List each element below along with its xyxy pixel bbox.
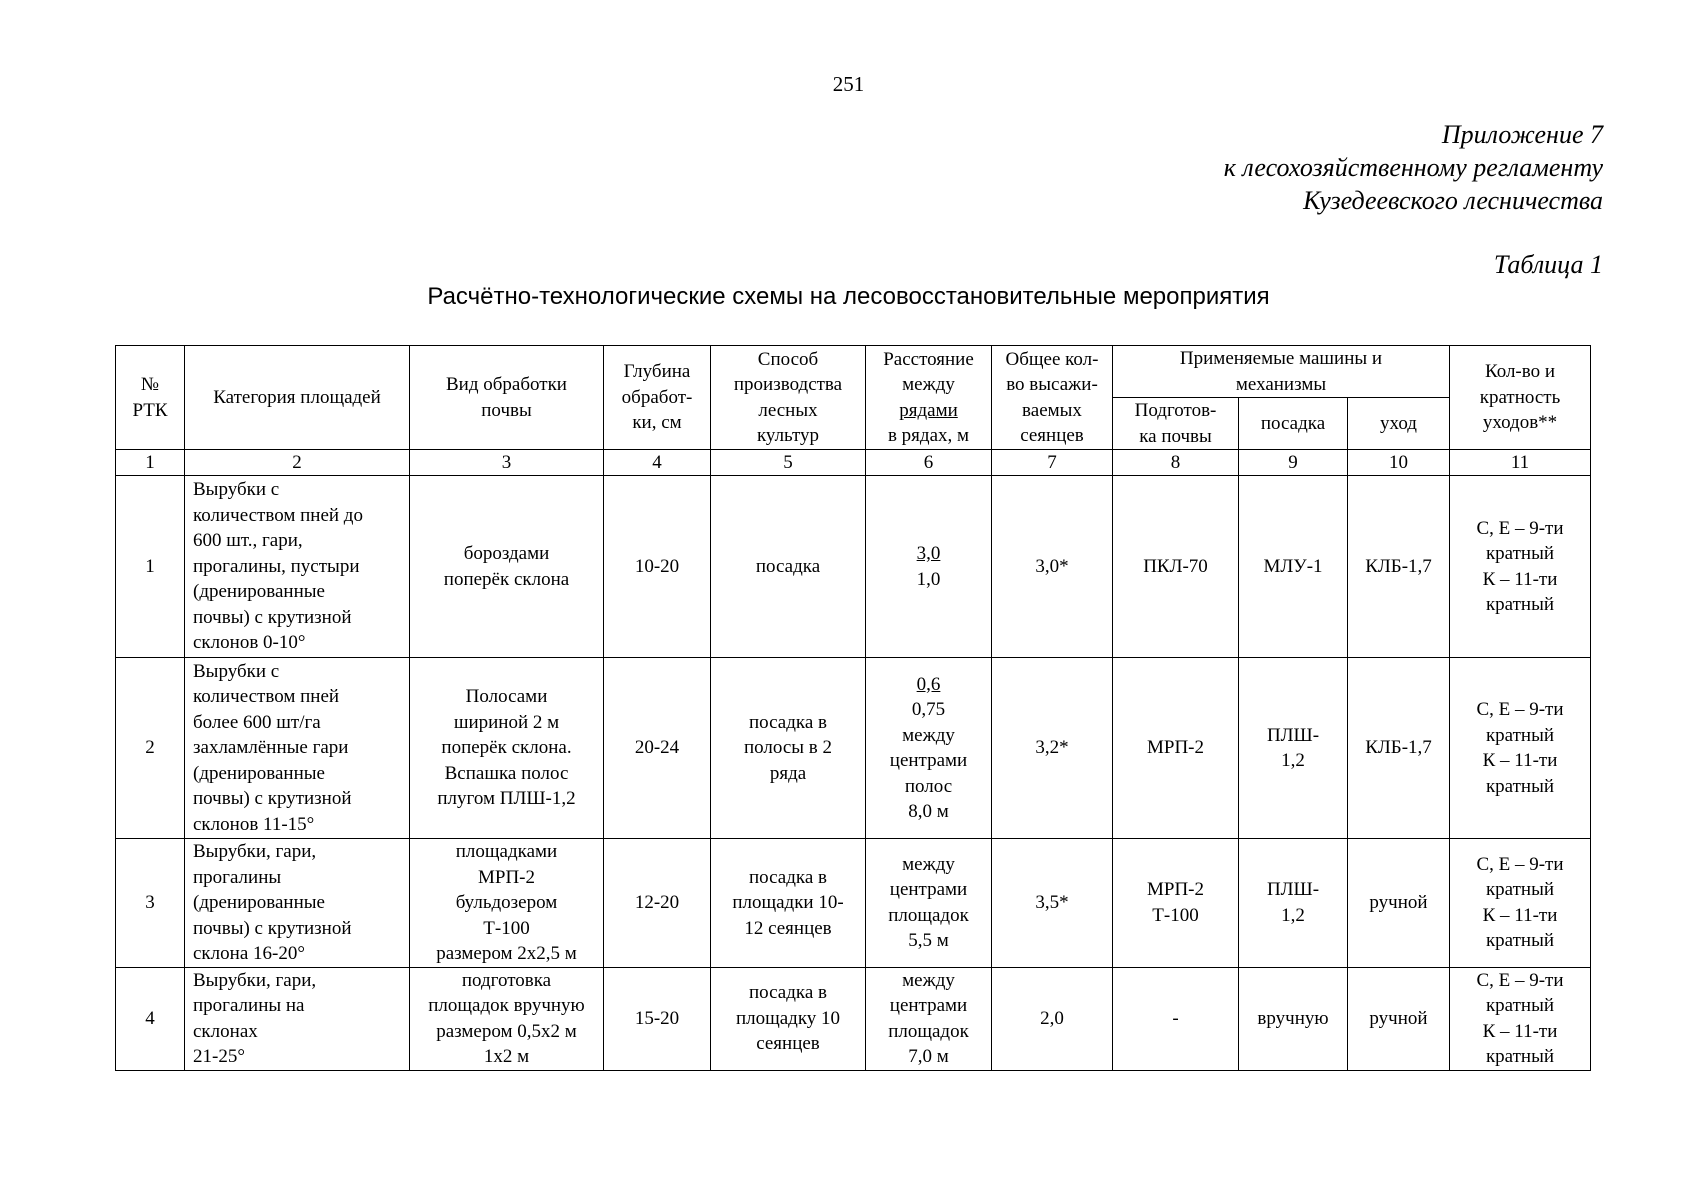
header-spacing-tail: в рядах, м [887, 425, 970, 446]
text-line: 1,2 [1281, 750, 1305, 771]
text-line: Т-100 [1152, 904, 1199, 926]
text-line: Вырубки, гари, [193, 841, 317, 862]
text-line: обработ- [621, 386, 693, 408]
appendix-line: Приложение 7 [1441, 120, 1603, 149]
text-line: Вид обработки [446, 374, 567, 395]
rtk-number-cell: 1 [116, 476, 185, 658]
care-machine-cell: КЛБ-1,7 [1348, 658, 1450, 839]
text-line: центрами [889, 750, 968, 771]
appendix-line: Кузедеевского лесничества [1303, 186, 1603, 215]
care-machine-cell: КЛБ-1,7 [1348, 476, 1450, 658]
text-line: ПКЛ-70 [1143, 555, 1208, 577]
text-line: 7,0 м [908, 1046, 949, 1067]
spacing-rows-value: 0,6 [916, 673, 941, 695]
text-line: прогалины на [193, 995, 305, 1016]
header-planting: посадка [1239, 398, 1348, 450]
text-line: культур [756, 425, 820, 446]
column-number: 11 [1450, 450, 1591, 476]
depth-cell: 10-20 [604, 476, 711, 658]
text-line: более 600 шт/га [193, 711, 321, 733]
column-number: 10 [1348, 450, 1450, 476]
text-line: механизмы [1235, 373, 1327, 395]
text-line: прогалины, пустыри [193, 555, 360, 577]
document-title: Расчётно-технологические схемы на лесовосстановительные мероприятия [427, 283, 1270, 310]
text-line: центрами [889, 995, 968, 1016]
planting-machine-cell [1239, 967, 1348, 1070]
text-line: склона 16-20° [193, 943, 305, 964]
text-line: почвы [481, 399, 532, 421]
text-line: Подготов- [1134, 400, 1217, 421]
header-treatment [410, 346, 604, 450]
spacing-cell [866, 476, 992, 658]
column-number: 3 [410, 450, 604, 476]
rtk-number-cell: 3 [116, 839, 185, 968]
text-line: № [140, 374, 160, 395]
rtk-number-cell: 4 [116, 967, 185, 1070]
header-care: уход [1348, 398, 1450, 450]
text-line: кратный [1485, 995, 1555, 1016]
treatment-cell [410, 476, 604, 658]
text-line: посадка в [748, 711, 827, 733]
depth-cell: 15-20 [604, 967, 711, 1070]
text-line: ваемых [1022, 399, 1082, 421]
text-line: Т-100 [483, 917, 530, 939]
text-line: захламлённые гари [193, 737, 349, 759]
text-line: во высажи- [1006, 374, 1098, 395]
text-line: между [902, 969, 955, 991]
spacing-rows-value: 3,0 [916, 543, 941, 564]
text-line: Вырубки с [193, 660, 280, 682]
text-line: Вырубки, гари, [193, 969, 317, 991]
text-line: кратный [1485, 879, 1555, 901]
text-line: К – 11-ти [1482, 750, 1558, 771]
text-line: вручную [1257, 1007, 1329, 1029]
text-line: кратный [1485, 594, 1555, 615]
text-line: МЛУ-1 [1263, 555, 1323, 577]
text-line: размером 0,5х2 м [436, 1020, 577, 1042]
appendix-line: к лесохозяйственному регламенту [1223, 153, 1603, 182]
text-line: 12 сеянцев [744, 917, 832, 939]
soil-prep-cell [1113, 967, 1239, 1070]
text-line: почвы) с крутизной [193, 606, 352, 628]
text-line: К – 11-ти [1482, 1020, 1558, 1042]
column-number: 4 [604, 450, 711, 476]
text-line: лесных [758, 399, 818, 421]
header-rtk-number [116, 346, 185, 450]
column-number: 5 [711, 450, 866, 476]
text-line: 1,2 [1281, 904, 1305, 926]
spacing-cell [866, 967, 992, 1070]
text-line: ПЛШ- [1266, 879, 1320, 901]
text-line: ПЛШ- [1266, 724, 1320, 746]
text-line: 8,0 м [908, 801, 949, 822]
category-cell [185, 658, 410, 839]
treatment-cell [410, 658, 604, 839]
text-line: производства [733, 374, 843, 395]
text-line: между [902, 853, 955, 875]
spacing-lines [868, 567, 989, 593]
care-machine-cell: ручной [1348, 967, 1450, 1070]
spacing-cell [866, 839, 992, 968]
care-frequency-cell [1450, 839, 1591, 968]
text-line: Кол-во и [1484, 361, 1556, 383]
total-seedlings-cell: 3,2* [992, 658, 1113, 839]
page-number: 251 [832, 72, 865, 96]
text-line: подготовка [461, 969, 552, 991]
column-number: 8 [1113, 450, 1239, 476]
text-line: между [902, 724, 955, 746]
text-line: бульдозером [455, 892, 558, 913]
text-line: Расстояние [883, 348, 974, 370]
text-line: МРП-2 [1146, 879, 1204, 901]
spacing-lines [868, 697, 989, 825]
text-line: поперёк склона [443, 568, 570, 590]
text-line: (дренированные [193, 892, 325, 913]
planting-machine-cell [1239, 658, 1348, 839]
column-number: 2 [185, 450, 410, 476]
planting-machine-cell [1239, 839, 1348, 968]
text-line: посадка в [748, 982, 827, 1004]
care-frequency-cell [1450, 476, 1591, 658]
text-line: сеянцев [1020, 425, 1084, 446]
text-line: (дренированные [193, 762, 325, 784]
text-line: склонов 11-15° [193, 813, 315, 835]
text-line: прогалины [193, 866, 282, 888]
header-care-frequency [1450, 346, 1591, 450]
text-line: центрами [889, 879, 968, 901]
text-line: между [902, 374, 955, 395]
text-line: размером 2х2,5 м [436, 943, 577, 964]
text-line: кратный [1485, 724, 1555, 746]
text-line: С, Е – 9-ти [1476, 699, 1564, 720]
text-line: МРП-2 [477, 866, 535, 888]
table-row [116, 967, 1591, 1070]
text-line: РТК [132, 399, 168, 421]
text-line: почвы) с крутизной [193, 788, 352, 810]
appendix-note [1224, 118, 1603, 217]
text-line: Применяемые машины и [1179, 348, 1383, 369]
table-row [116, 476, 1591, 658]
text-line: количеством пней [193, 686, 340, 708]
soil-prep-cell [1113, 839, 1239, 968]
total-seedlings-cell: 2,0 [992, 967, 1113, 1070]
column-number: 9 [1239, 450, 1348, 476]
header-soil-prep [1113, 398, 1239, 450]
text-line: Вырубки с [193, 479, 280, 501]
spacing-cell [866, 658, 992, 839]
text-line: МРП-2 [1146, 737, 1204, 759]
soil-prep-cell [1113, 476, 1239, 658]
text-line: (дренированные [193, 581, 325, 603]
table-label: Таблица 1 [1493, 250, 1603, 279]
text-line: 1х2 м [483, 1046, 530, 1067]
text-line: С, Е – 9-ти [1476, 853, 1564, 875]
planting-machine-cell [1239, 476, 1348, 658]
text-line: 1,0 [916, 568, 941, 590]
depth-cell: 12-20 [604, 839, 711, 968]
table-row [116, 658, 1591, 839]
text-line: ки, см [632, 412, 682, 434]
text-line: склонах [193, 1020, 258, 1042]
text-line: посадка [755, 555, 821, 577]
text-line: площадок [888, 1020, 969, 1042]
header-method [711, 346, 866, 450]
text-line: Способ [757, 348, 819, 370]
table-row [116, 839, 1591, 968]
treatment-cell [410, 967, 604, 1070]
text-line: 0,75 [911, 699, 946, 720]
text-line: 21-25° [193, 1046, 245, 1067]
column-numbers-row [116, 450, 1591, 476]
header-total-seedlings [992, 346, 1113, 450]
category-cell [185, 967, 410, 1070]
text-line: кратный [1485, 775, 1555, 797]
text-line: - [1172, 1007, 1179, 1029]
text-line: почвы) с крутизной [193, 917, 352, 939]
text-line: С, Е – 9-ти [1476, 969, 1564, 991]
text-line: шириной 2 м [453, 711, 560, 733]
depth-cell: 20-24 [604, 658, 711, 839]
text-line: С, Е – 9-ти [1476, 517, 1564, 539]
header-category: Категория площадей [185, 346, 410, 450]
text-line: полосы в 2 [743, 737, 833, 759]
text-line: кратный [1485, 1046, 1555, 1067]
text-line: Глубина [623, 361, 691, 383]
category-cell [185, 839, 410, 968]
text-line: Общее кол- [1005, 348, 1099, 370]
header-depth [604, 346, 711, 450]
text-line: полос [904, 775, 953, 797]
text-line: площадками [455, 841, 558, 862]
text-line: поперёк склона. [441, 737, 572, 759]
text-line: уходов** [1482, 412, 1558, 434]
soil-prep-cell [1113, 658, 1239, 839]
text-line: площадок [888, 904, 969, 926]
text-line: кратность [1479, 386, 1561, 408]
text-line: склонов 0-10° [193, 632, 306, 654]
treatment-cell [410, 839, 604, 968]
method-cell [711, 658, 866, 839]
rtk-number-cell: 2 [116, 658, 185, 839]
method-cell [711, 839, 866, 968]
text-line: площадок вручную [428, 995, 585, 1016]
text-line: ряда [769, 762, 807, 784]
text-line: Полосами [465, 686, 548, 708]
text-line: площадки 10- [732, 892, 844, 913]
column-number: 7 [992, 450, 1113, 476]
text-line: кратный [1485, 543, 1555, 564]
text-line: кратный [1485, 930, 1555, 952]
method-cell [711, 476, 866, 658]
text-line: бороздами [463, 543, 550, 564]
total-seedlings-cell: 3,0* [992, 476, 1113, 658]
text-line: плугом ПЛШ-1,2 [437, 788, 576, 810]
text-line: К – 11-ти [1482, 568, 1558, 590]
text-line: К – 11-ти [1482, 904, 1558, 926]
header-spacing-lines [868, 347, 989, 398]
total-seedlings-cell: 3,5* [992, 839, 1113, 968]
care-frequency-cell [1450, 967, 1591, 1070]
text-line: 5,5 м [908, 930, 949, 952]
text-line: ка почвы [1139, 425, 1212, 447]
header-machines-group [1113, 346, 1450, 398]
text-line: количеством пней до [193, 504, 363, 526]
care-machine-cell: ручной [1348, 839, 1450, 968]
method-cell [711, 967, 866, 1070]
text-line: сеянцев [756, 1033, 820, 1055]
category-cell [185, 476, 410, 658]
header-spacing [866, 346, 992, 450]
column-number: 6 [866, 450, 992, 476]
text-line: посадка в [748, 866, 827, 888]
care-frequency-cell [1450, 658, 1591, 839]
text-line: 600 шт., гари, [193, 530, 303, 552]
text-line: Вспашка полос [444, 762, 569, 784]
column-number: 1 [116, 450, 185, 476]
rtk-table [115, 345, 1591, 1071]
header-spacing-rows: рядами [899, 399, 958, 421]
text-line: площадку 10 [735, 1007, 841, 1029]
